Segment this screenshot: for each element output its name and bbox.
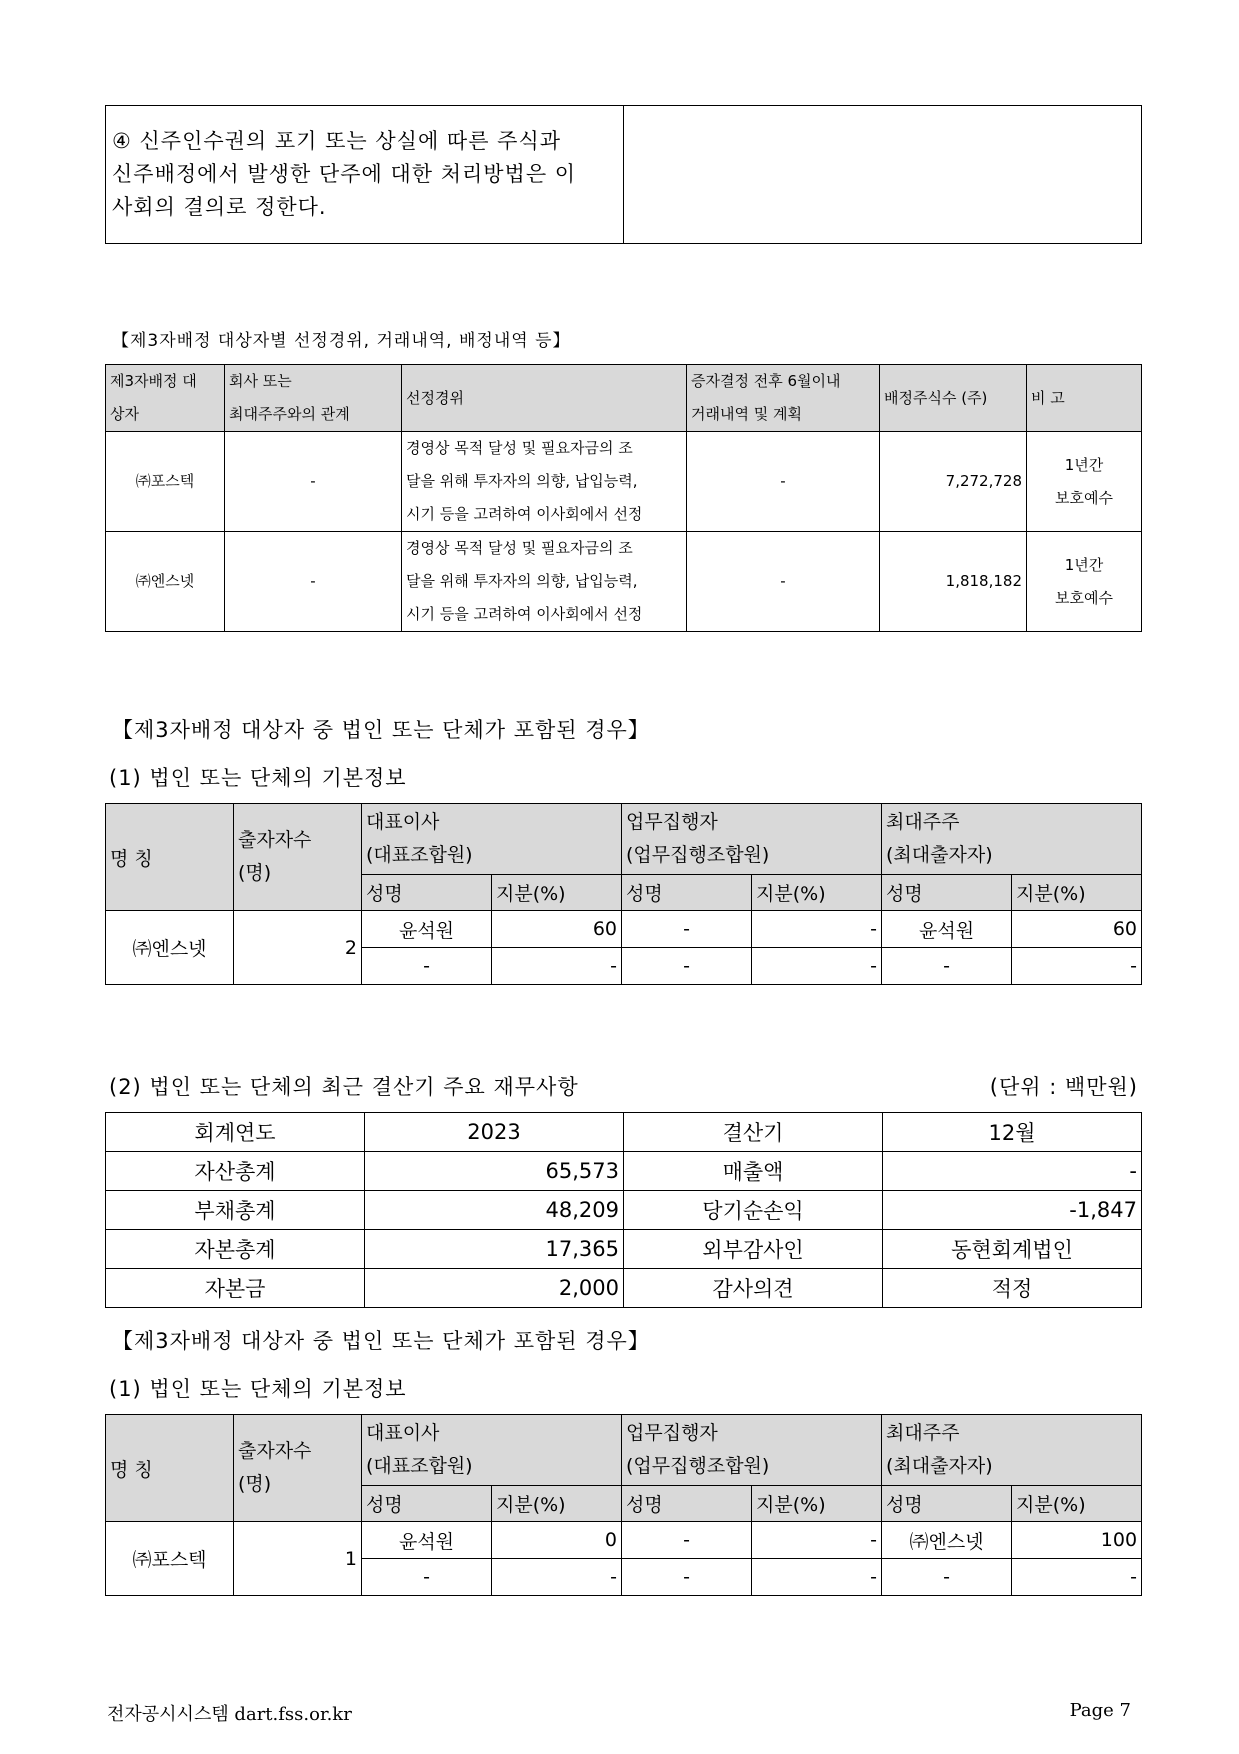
fin-label: 부채총계 (106, 1191, 365, 1230)
header-share: 지분(%) (1012, 875, 1142, 911)
reason-line: 경영상 목적 달성 및 필요자금의 조 (406, 539, 633, 557)
header-person: 성명 (362, 1486, 492, 1522)
header-name: 명 칭 (106, 1415, 234, 1522)
reason-line: 달을 위해 투자자의 의향, 납입능력, (406, 472, 638, 490)
note-line: 보호예수 (1055, 588, 1113, 607)
header-exec (622, 1415, 882, 1486)
reason-line: 시기 등을 고려하여 이사회에서 선정 (406, 605, 643, 623)
clause-line: ④ 신주인수권의 포기 또는 상실에 따른 주식과 (112, 129, 562, 153)
relation-cell: - (225, 532, 402, 632)
header-person: 성명 (622, 875, 752, 911)
table-row (106, 1522, 1142, 1559)
reason-cell (402, 432, 687, 532)
header-target (106, 365, 225, 432)
table-row (106, 1113, 1142, 1152)
fin-label: 당기순손익 (624, 1191, 883, 1230)
header-target-line: 제3자배정 대 (110, 372, 197, 390)
major-name: 윤석원 (882, 911, 1012, 948)
header-exec (622, 804, 882, 875)
clause-line: 사회의 결의로 정한다. (112, 195, 327, 219)
ceo-name: - (362, 1559, 492, 1596)
header-major (882, 804, 1142, 875)
header-relation (225, 365, 402, 432)
table-row (106, 1269, 1142, 1308)
header-exec-line: 업무집행자 (626, 1422, 718, 1444)
investor-count: 1 (234, 1522, 362, 1596)
fin-value: 적정 (883, 1269, 1142, 1308)
table-row (106, 1152, 1142, 1191)
fin-value: - (883, 1152, 1142, 1191)
note-line: 1년간 (1064, 455, 1104, 474)
header-relation-line: 최대주주와의 관계 (229, 405, 350, 423)
history-cell: - (687, 532, 880, 632)
header-ceo-line: 대표이사 (366, 811, 440, 833)
table-row (106, 1191, 1142, 1230)
exec-share: - (752, 1522, 882, 1559)
header-exec-line: (업무집행조합원) (626, 844, 770, 866)
table-row (106, 432, 1142, 532)
exec-name: - (622, 911, 752, 948)
major-name: ㈜엔스넷 (882, 1522, 1012, 1559)
header-investors-line: 출자자수 (238, 1440, 312, 1462)
exec-share: - (752, 911, 882, 948)
fin-label: 매출액 (624, 1152, 883, 1191)
footer-page-number: Page 7 (1069, 1700, 1131, 1721)
header-ceo (362, 804, 622, 875)
history-cell: - (687, 432, 880, 532)
major-name: - (882, 1559, 1012, 1596)
fin-label: 외부감사인 (624, 1230, 883, 1269)
fin-value: 17,365 (365, 1230, 624, 1269)
exec-share: - (752, 1559, 882, 1596)
financials-table (105, 1112, 1142, 1308)
exec-name: - (622, 1559, 752, 1596)
financials-subheading: (2) 법인 또는 단체의 최근 결산기 주요 재무사항 (109, 1075, 579, 1099)
major-share: - (1012, 1559, 1142, 1596)
fin-value: 12월 (883, 1113, 1142, 1152)
header-exec-line: (업무집행조합원) (626, 1455, 770, 1477)
header-note: 비 고 (1027, 365, 1142, 432)
table-row (106, 532, 1142, 632)
header-history-line: 증자결정 전후 6월이내 (691, 372, 841, 390)
header-share: 지분(%) (752, 875, 882, 911)
fin-value: 2,000 (365, 1269, 624, 1308)
header-shares: 배정주식수 (주) (880, 365, 1027, 432)
basic-info-table-2 (105, 1414, 1142, 1596)
ceo-name: 윤석원 (362, 1522, 492, 1559)
table-row (106, 911, 1142, 948)
fin-value: 동현회계법인 (883, 1230, 1142, 1269)
header-major (882, 1415, 1142, 1486)
shares-cell: 1,818,182 (880, 532, 1027, 632)
header-exec-line: 업무집행자 (626, 811, 718, 833)
section2-heading: 【제3자배정 대상자 중 법인 또는 단체가 포함된 경우】 (112, 1329, 650, 1353)
exec-share: - (752, 948, 882, 985)
header-reason: 선정경위 (402, 365, 687, 432)
header-name: 명 칭 (106, 804, 234, 911)
fin-label: 회계연도 (106, 1113, 365, 1152)
section1-subheading: (1) 법인 또는 단체의 기본정보 (109, 766, 407, 790)
header-ceo (362, 1415, 622, 1486)
fin-value: 65,573 (365, 1152, 624, 1191)
header-ceo-line: (대표조합원) (366, 1455, 473, 1477)
reason-line: 경영상 목적 달성 및 필요자금의 조 (406, 439, 633, 457)
exec-name: - (622, 1522, 752, 1559)
fin-label: 자산총계 (106, 1152, 365, 1191)
section2-subheading: (1) 법인 또는 단체의 기본정보 (109, 1377, 407, 1401)
header-relation-line: 회사 또는 (229, 372, 292, 390)
ceo-share: 0 (492, 1522, 622, 1559)
major-share: 60 (1012, 911, 1142, 948)
fin-label: 자본총계 (106, 1230, 365, 1269)
target-name: ㈜포스텍 (106, 432, 225, 532)
header-share: 지분(%) (752, 1486, 882, 1522)
clause-line: 신주배정에서 발생한 단주에 대한 처리방법은 이 (112, 162, 577, 186)
header-major-line: 최대주주 (886, 1422, 960, 1444)
header-major-line: 최대주주 (886, 811, 960, 833)
major-share: 100 (1012, 1522, 1142, 1559)
header-person: 성명 (622, 1486, 752, 1522)
shares-cell: 7,272,728 (880, 432, 1027, 532)
ceo-share: - (492, 948, 622, 985)
articles-continuation-table (105, 105, 1142, 244)
ceo-name: - (362, 948, 492, 985)
major-share: - (1012, 948, 1142, 985)
header-share: 지분(%) (492, 1486, 622, 1522)
relation-cell: - (225, 432, 402, 532)
company-name: ㈜포스텍 (106, 1522, 234, 1596)
reason-line: 시기 등을 고려하여 이사회에서 선정 (406, 505, 643, 523)
reason-cell (402, 532, 687, 632)
articles-clause-cell (106, 106, 624, 244)
header-investors (234, 1415, 362, 1522)
header-person: 성명 (882, 875, 1012, 911)
fin-label: 결산기 (624, 1113, 883, 1152)
header-investors-line: 출자자수 (238, 829, 312, 851)
company-name: ㈜엔스넷 (106, 911, 234, 985)
fin-label: 자본금 (106, 1269, 365, 1308)
ceo-share: - (492, 1559, 622, 1596)
investor-count: 2 (234, 911, 362, 985)
header-investors-line: (명) (238, 1473, 272, 1495)
header-ceo-line: 대표이사 (366, 1422, 440, 1444)
header-investors-line: (명) (238, 862, 272, 884)
fin-value: 2023 (365, 1113, 624, 1152)
allotment-table (105, 364, 1142, 632)
header-major-line: (최대출자자) (886, 1455, 993, 1477)
section1-heading: 【제3자배정 대상자 중 법인 또는 단체가 포함된 경우】 (112, 718, 650, 742)
fin-value: 48,209 (365, 1191, 624, 1230)
major-name: - (882, 948, 1012, 985)
footer-site: 전자공시시스템 dart.fss.or.kr (107, 1704, 352, 1725)
header-share: 지분(%) (492, 875, 622, 911)
header-history-line: 거래내역 및 계획 (691, 405, 802, 423)
basic-info-table-1 (105, 803, 1142, 985)
header-ceo-line: (대표조합원) (366, 844, 473, 866)
header-person: 성명 (882, 1486, 1012, 1522)
header-person: 성명 (362, 875, 492, 911)
exec-name: - (622, 948, 752, 985)
note-cell (1027, 432, 1142, 532)
note-cell (1027, 532, 1142, 632)
note-line: 보호예수 (1055, 488, 1113, 507)
header-investors (234, 804, 362, 911)
reason-line: 달을 위해 투자자의 의향, 납입능력, (406, 572, 638, 590)
fin-label: 감사의견 (624, 1269, 883, 1308)
allotment-heading: 【제3자배정 대상자별 선정경위, 거래내역, 배정내역 등】 (112, 331, 571, 351)
articles-empty-cell (624, 106, 1142, 244)
ceo-share: 60 (492, 911, 622, 948)
header-major-line: (최대출자자) (886, 844, 993, 866)
target-name: ㈜엔스넷 (106, 532, 225, 632)
header-share: 지분(%) (1012, 1486, 1142, 1522)
header-history (687, 365, 880, 432)
ceo-name: 윤석원 (362, 911, 492, 948)
note-line: 1년간 (1064, 555, 1104, 574)
table-row (106, 1230, 1142, 1269)
fin-value: -1,847 (883, 1191, 1142, 1230)
header-target-line: 상자 (110, 405, 139, 423)
financials-unit: (단위 : 백만원) (989, 1075, 1138, 1099)
